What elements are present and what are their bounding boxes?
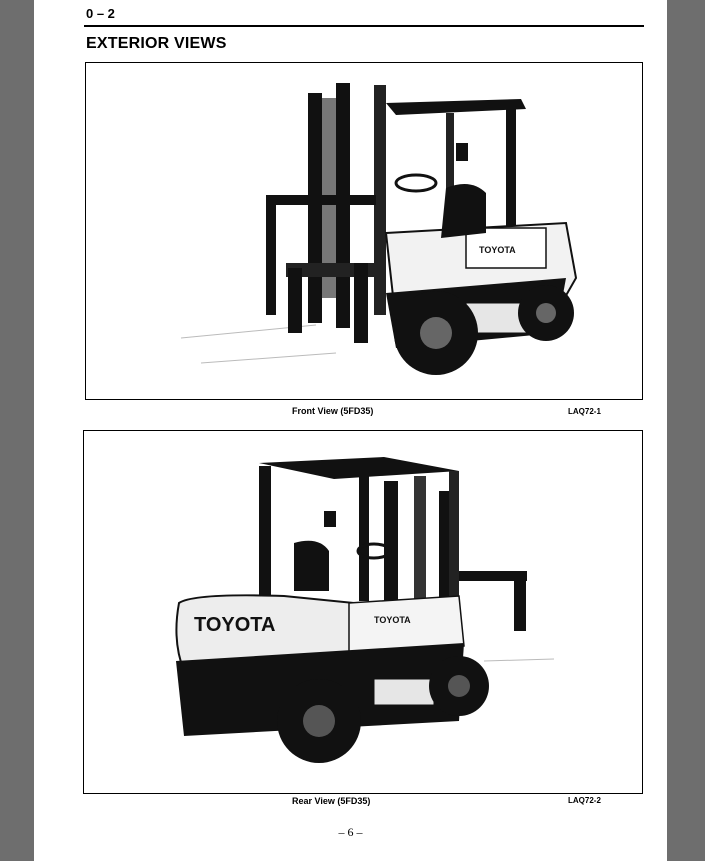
viewer-left-margin: [0, 0, 34, 861]
rear-view-code: LAQ72-2: [568, 796, 601, 805]
viewer-right-margin: [667, 0, 705, 861]
document-page: [34, 0, 667, 861]
page-number: 0 – 2: [86, 6, 115, 21]
rear-view-forklift-illustration: [84, 431, 642, 793]
front-view-code: LAQ72-1: [568, 407, 601, 416]
page-footer-number: – 6 –: [338, 825, 363, 839]
section-title: EXTERIOR VIEWS: [86, 35, 227, 52]
rear-view-figure: [83, 430, 643, 794]
header-rule: [84, 25, 644, 27]
front-view-forklift-illustration: [86, 63, 642, 399]
rear-brand-lettering: TOYOTA: [194, 614, 276, 636]
front-view-figure: [85, 62, 643, 400]
side-brand-lettering: TOYOTA: [374, 615, 411, 625]
front-brand-lettering: TOYOTA: [479, 245, 516, 255]
front-view-caption: Front View (5FD35): [292, 406, 374, 416]
rear-view-caption: Rear View (5FD35): [292, 796, 371, 806]
